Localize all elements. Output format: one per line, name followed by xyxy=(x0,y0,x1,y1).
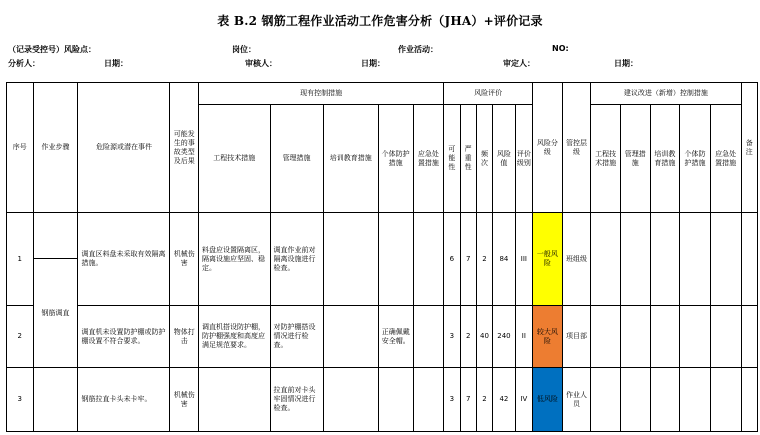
row1-s-emergency xyxy=(710,213,741,306)
row2-engineering: 调直机搭设防护棚，防护棚强度和高度应满足规范要求。 xyxy=(199,306,271,368)
header-risk-evaluation: 风险评价 xyxy=(444,83,533,105)
header-severity: 严重性 xyxy=(460,105,476,213)
approval-date-label: 日期： xyxy=(614,59,638,68)
row3-risk-value: 42 xyxy=(493,368,515,432)
row1-severity: 7 xyxy=(460,213,476,306)
row3-management: 拉直前对卡头牢固情况进行检查。 xyxy=(270,368,323,432)
table-row xyxy=(7,306,758,368)
row3-training xyxy=(323,368,378,432)
row2-risk-level: 较大风险 xyxy=(533,306,563,368)
activity-label: 作业活动： xyxy=(398,45,438,54)
header-step: 作业步骤 xyxy=(33,83,78,213)
row3-consequence: 机械伤害 xyxy=(170,368,199,432)
row2-frequency: 40 xyxy=(476,306,492,368)
row3-frequency: 2 xyxy=(476,368,492,432)
row1-management: 调直作业前对隔离设施进行检查。 xyxy=(270,213,323,306)
analysis-date-label: 日期： xyxy=(104,59,128,68)
header-existing-controls: 现有控制措施 xyxy=(199,83,444,105)
row2-s-training xyxy=(650,306,680,368)
row1-ppe xyxy=(378,213,413,306)
row3-step xyxy=(33,368,78,432)
row1-eval-level: III xyxy=(515,213,532,306)
header-frequency: 频次 xyxy=(476,105,492,213)
risk-point-label: （记录受控号）风险点： xyxy=(8,45,96,54)
row2-ppe: 正确佩戴安全帽。 xyxy=(378,306,413,368)
row1-remarks xyxy=(741,213,758,306)
header-hazard: 危险源或潜在事件 xyxy=(78,83,170,213)
header-remarks: 备注 xyxy=(741,83,758,213)
row2-risk-value: 240 xyxy=(493,306,515,368)
row1-risk-value: 84 xyxy=(493,213,515,306)
row2-remarks xyxy=(741,306,758,368)
row3-emergency xyxy=(413,368,444,432)
row3-s-management xyxy=(620,368,650,432)
row3-s-training xyxy=(650,368,680,432)
row1-control-level: 班组级 xyxy=(562,213,591,306)
header-s-management: 管理措施 xyxy=(620,105,650,213)
header-emergency: 应急处置措施 xyxy=(413,105,444,213)
header-s-ppe: 个体防护措施 xyxy=(680,105,711,213)
header-management: 管理措施 xyxy=(270,105,323,213)
row3-eval-level: IV xyxy=(515,368,532,432)
approver-label: 审定人： xyxy=(503,59,535,68)
header-eval-level: 评价级别 xyxy=(515,105,532,213)
row2-s-engineering xyxy=(591,306,621,368)
row1-s-ppe xyxy=(680,213,711,306)
row1-frequency: 2 xyxy=(476,213,492,306)
header-engineering: 工程技术措施 xyxy=(199,105,271,213)
row3-s-ppe xyxy=(680,368,711,432)
jha-table xyxy=(6,82,758,432)
row1-s-management xyxy=(620,213,650,306)
row2-s-emergency xyxy=(710,306,741,368)
row3-control-level: 作业人员 xyxy=(562,368,591,432)
row2-eval-level: II xyxy=(515,306,532,368)
row1-engineering: 料盘应设置隔离区，隔离设施应坚固、稳定。 xyxy=(199,213,271,306)
row3-seq: 3 xyxy=(7,368,34,432)
header-consequence: 可能发生的事故类型及后果 xyxy=(170,83,199,213)
row3-ppe xyxy=(378,368,413,432)
row2-s-management xyxy=(620,306,650,368)
table-row xyxy=(7,213,758,259)
row3-engineering xyxy=(199,368,271,432)
row3-s-engineering xyxy=(591,368,621,432)
header-risk-level: 风险分级 xyxy=(533,83,563,213)
row3-risk-level: 低风险 xyxy=(533,368,563,432)
header-s-training: 培训教育措施 xyxy=(650,105,680,213)
row3-remarks xyxy=(741,368,758,432)
row2-severity: 2 xyxy=(460,306,476,368)
row2-emergency xyxy=(413,306,444,368)
document-title: 表 B.2 钢筋工程作业活动工作危害分析（JHA）+评价记录 xyxy=(217,14,543,28)
row3-hazard: 钢筋拉直卡头未卡牢。 xyxy=(78,368,170,432)
row2-consequence: 物体打击 xyxy=(170,306,199,368)
row2-likelihood: 3 xyxy=(444,306,460,368)
row1-training xyxy=(323,213,378,306)
header-training: 培训教育措施 xyxy=(323,105,378,213)
row2-management: 对防护棚搭设情况进行检查。 xyxy=(270,306,323,368)
header-likelihood: 可能性 xyxy=(444,105,460,213)
reviewer-label: 审核人： xyxy=(245,59,277,68)
record-no-label: NO: xyxy=(552,44,569,53)
row3-severity: 7 xyxy=(460,368,476,432)
row2-control-level: 项目部 xyxy=(562,306,591,368)
row1-s-engineering xyxy=(591,213,621,306)
row2-hazard: 调直机未设置防护棚或防护棚设置不符合要求。 xyxy=(78,306,170,368)
header-s-emergency: 应急处置措施 xyxy=(710,105,741,213)
header-control-level: 管控层级 xyxy=(562,83,591,213)
row2-seq: 2 xyxy=(7,306,34,368)
row3-s-emergency xyxy=(710,368,741,432)
row1-s-training xyxy=(650,213,680,306)
row1-seq: 1 xyxy=(7,213,34,306)
row2-training xyxy=(323,306,378,368)
step-group-cell: 钢筋调直 xyxy=(33,259,78,368)
row1-likelihood: 6 xyxy=(444,213,460,306)
review-date-label: 日期： xyxy=(361,59,385,68)
post-label: 岗位： xyxy=(232,45,256,54)
analyst-label: 分析人： xyxy=(8,59,40,68)
header-seq: 序号 xyxy=(7,83,34,213)
header-suggested-controls: 建议改进（新增）控制措施 xyxy=(591,83,741,105)
row1-risk-level: 一般风险 xyxy=(533,213,563,306)
row1-consequence: 机械伤害 xyxy=(170,213,199,306)
header-risk-value: 风险值 xyxy=(493,105,515,213)
header-ppe: 个体防护措施 xyxy=(378,105,413,213)
row1-hazard: 调直区料盘未采取有效隔离措施。 xyxy=(78,213,170,306)
header-s-engineering: 工程技术措施 xyxy=(591,105,621,213)
row3-likelihood: 3 xyxy=(444,368,460,432)
row1-step-top xyxy=(33,213,78,259)
row2-s-ppe xyxy=(680,306,711,368)
table-row xyxy=(7,368,758,432)
row1-emergency xyxy=(413,213,444,306)
